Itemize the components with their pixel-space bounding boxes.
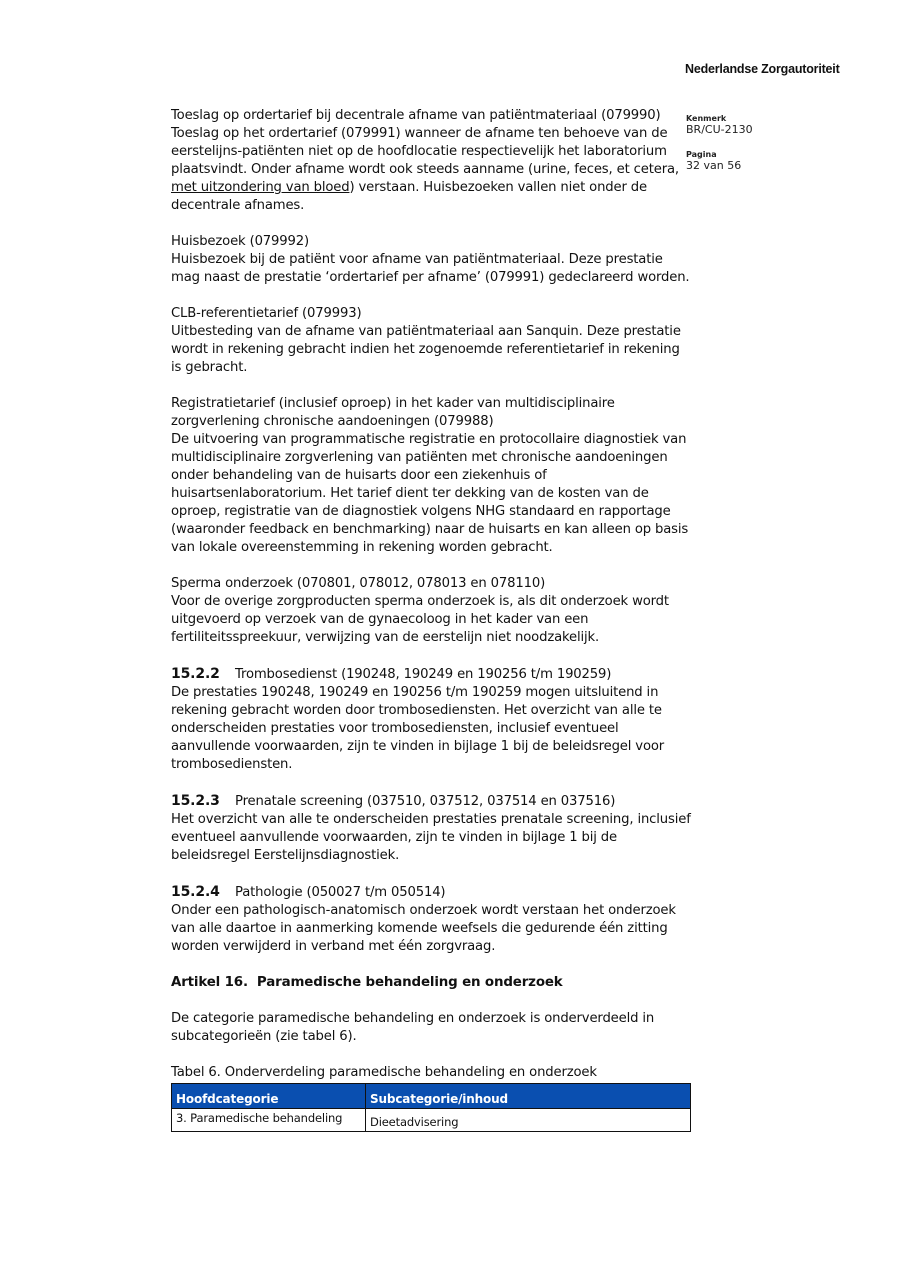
section-number: 15.2.3 <box>171 793 220 809</box>
section-title: Pathologie (050027 t/m 050514) <box>235 885 446 900</box>
section-body: De prestaties 190248, 190249 en 190256 t/m 190259 mogen uitsluitend in rekening gebracht worden door trombosediensten. Het overzicht van alle te onderscheiden prestaties voor trombosediensten, inclusief eventueel aanvullende voorwaarden, zijn te vinden in bijlage 1 bij de beleidsregel voor trombosediensten. <box>171 685 665 772</box>
organization-name: Nederlandse Zorgautoriteit <box>685 62 840 76</box>
section-title: Sperma onderzoek (070801, 078012, 078013 en 078110) <box>171 576 546 591</box>
section-title: Prenatale screening (037510, 037512, 037514 en 037516) <box>235 794 616 809</box>
kenmerk-label: Kenmerk <box>686 114 727 123</box>
section-title: Huisbezoek (079992) <box>171 234 310 249</box>
section-heading <box>171 883 691 902</box>
table-header-row <box>172 1084 691 1109</box>
section-body: Onder een pathologisch-anatomisch onderzoek wordt verstaan het onderzoek van alle daartoe in aanmerking komende weefsels die gedurende één zitting worden verwijderd in verband met één zorgvraag. <box>171 903 676 954</box>
section-title: Registratietarief (inclusief oproep) in het kader van multidisciplinaire zorgverlening chronische aandoeningen (079988) <box>171 396 615 429</box>
document-body <box>171 107 691 1132</box>
body-text: Toeslag op het ordertarief (079991) wanneer de afname ten behoeve van de eerstelijns-patiënten niet op de hoofdlocatie respectievelijk het laboratorium plaatsvindt. Onder afname wordt ook steeds aanname (urine, feces, et cetera, <box>171 126 679 177</box>
section-number: 15.2.4 <box>171 884 220 900</box>
section-15-2-3 <box>171 792 691 865</box>
subcategory-table <box>171 1083 691 1132</box>
section-registratietarief <box>171 395 691 557</box>
section-sperma <box>171 575 691 647</box>
body-text: ) verstaan. Huisbezoeken vallen niet onder de decentrale afnames. <box>171 180 647 213</box>
table-cell-hoofdcategorie: 3. Paramedische behandeling <box>172 1109 366 1132</box>
section-body: De uitvoering van programmatische registratie en protocollaire diagnostiek van multidisciplinaire zorgverlening van patiënten met chronische aandoeningen onder behandeling van de huisarts door een ziekenhuis of huisartsenlaboratorium. Het tarief dient ter dekking van de kosten van de oproep, registratie van de diagnostiek volgens NHG standaard en rapportage (waaronder feedback en benchmarking) naar de huisarts en kan alleen op basis van lokale overeenstemming in rekening worden gebracht. <box>171 432 689 555</box>
table-caption: Tabel 6. Onderverdeling paramedische behandeling en onderzoek <box>171 1065 597 1080</box>
column-header-subcategorie: Subcategorie/inhoud <box>366 1084 691 1109</box>
section-heading <box>171 792 691 811</box>
pagina-label: Pagina <box>686 150 717 159</box>
section-heading <box>171 665 691 684</box>
section-clb <box>171 305 691 377</box>
section-title: CLB-referentietarief (079993) <box>171 306 362 321</box>
underlined-text: met uitzondering van bloed <box>171 180 350 195</box>
section-huisbezoek <box>171 233 691 287</box>
section-body: Huisbezoek bij de patiënt voor afname van patiëntmateriaal. Deze prestatie mag naast de prestatie ‘ordertarief per afname’ (079991) gedeclareerd worden. <box>171 252 690 285</box>
section-15-2-4 <box>171 883 691 956</box>
article-heading: Artikel 16. Paramedische behandeling en onderzoek <box>171 975 563 990</box>
section-body: Voor de overige zorgproducten sperma onderzoek is, als dit onderzoek wordt uitgevoerd op verzoek van de gynaecoloog in het kader van een fertiliteitsspreekuur, verwijzing van de eerstelijn niet noodzakelijk. <box>171 594 669 645</box>
pagina-value: 32 van 56 <box>686 159 742 172</box>
section-body: Uitbesteding van de afname van patiëntmateriaal aan Sanquin. Deze prestatie wordt in rekening gebracht indien het zogenoemde referentietarief in rekening is gebracht. <box>171 324 681 375</box>
section-title: Trombosedienst (190248, 190249 en 190256 t/m 190259) <box>235 667 612 682</box>
article-intro: De categorie paramedische behandeling en onderzoek is onderverdeeld in subcategorieën (zie tabel 6). <box>171 1011 655 1044</box>
kenmerk-block <box>686 114 753 137</box>
section-toeslag <box>171 107 691 215</box>
pagina-block <box>686 150 741 173</box>
section-title: Toeslag op ordertarief bij decentrale afname van patiëntmateriaal (079990) <box>171 108 661 123</box>
kenmerk-value: BR/CU-2130 <box>686 123 753 136</box>
table-cell-subcategorie: Dieetadvisering <box>366 1109 691 1132</box>
table-row <box>172 1109 691 1132</box>
section-number: 15.2.2 <box>171 666 220 682</box>
section-body: Het overzicht van alle te onderscheiden prestaties prenatale screening, inclusief eventueel aanvullende voorwaarden, zijn te vinden in bijlage 1 bij de beleidsregel Eerstelijnsdiagnostiek. <box>171 812 691 863</box>
column-header-hoofdcategorie: Hoofdcategorie <box>172 1084 366 1109</box>
section-body <box>171 125 691 215</box>
section-15-2-2 <box>171 665 691 774</box>
